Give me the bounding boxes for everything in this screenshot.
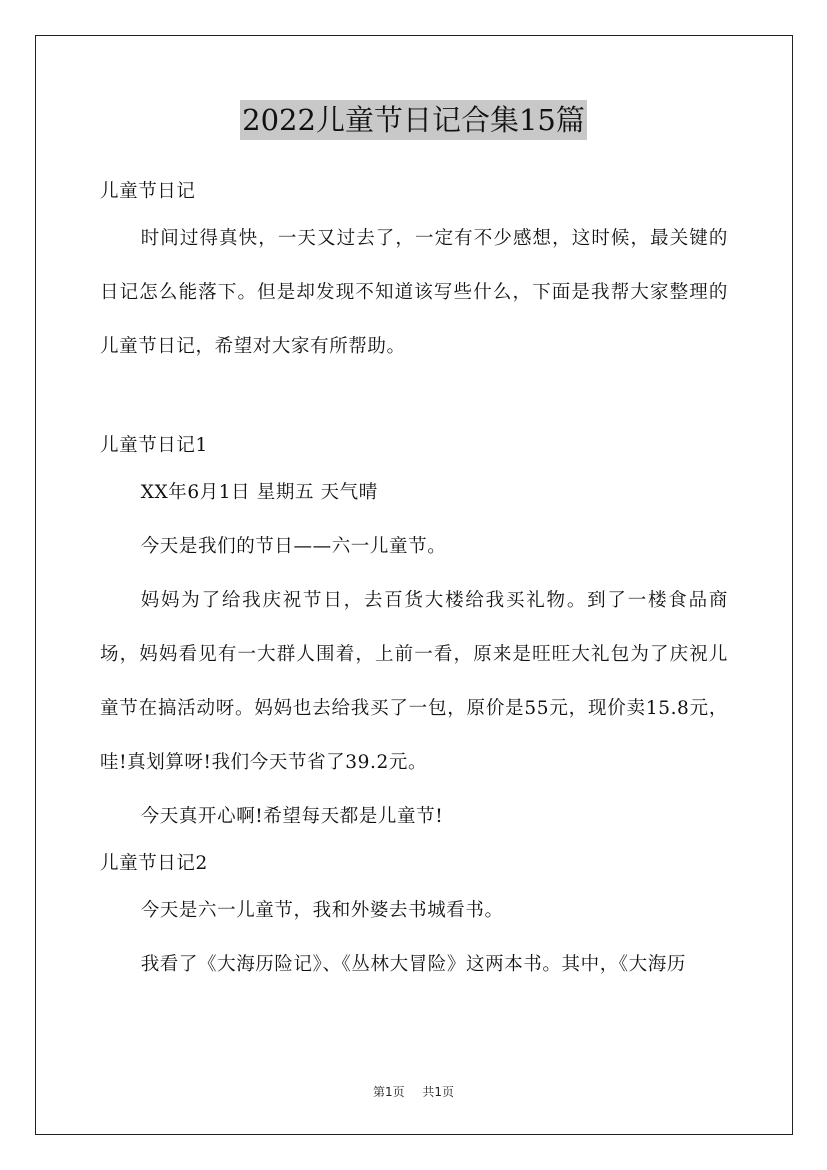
intro-paragraph: 时间过得真快，一天又过去了，一定有不少感想，这时候，最关键的日记怎么能落下。但是却发现不知道该写些什么，下面是我帮大家整理的儿童节日记，希望对大家有所帮助。 <box>100 228 728 357</box>
document-body <box>100 172 728 992</box>
section-heading-2: 儿童节日记2 <box>100 853 208 874</box>
section-1-paragraph: 今天是我们的节日——六一儿童节。 <box>140 536 447 557</box>
section-1-paragraph: 妈妈为了给我庆祝节日，去百货大楼给我买礼物。到了一楼食品商场，妈妈看见有一大群人围着，上前一看，原来是旺旺大礼包为了庆祝儿童节在搞活动呀。妈妈也去给我买了一包，原价是55元，现价卖15.8元，哇!真划算呀!我们今天节省了39.2元。 <box>100 590 728 773</box>
page-total: 共1页 <box>422 1085 455 1099</box>
section-2-paragraph: 今天是六一儿童节，我和外婆去书城看书。 <box>140 900 504 921</box>
document-title: 2022儿童节日记合集15篇 <box>240 100 587 140</box>
intro-heading: 儿童节日记 <box>100 181 196 202</box>
section-heading-1: 儿童节日记1 <box>100 435 208 456</box>
section-1-paragraph: 今天真开心啊!希望每天都是儿童节! <box>140 806 444 827</box>
page-number: 第1页 <box>372 1085 405 1099</box>
section-spacer <box>100 374 728 426</box>
section-2-paragraph: 我看了《大海历险记》、《丛林大冒险》这两本书。其中，《大海历 <box>140 954 686 975</box>
document-title-block <box>0 100 827 140</box>
section-1-paragraph: XX年6月1日 星期五 天气晴 <box>140 482 378 503</box>
page-footer <box>0 1083 827 1100</box>
